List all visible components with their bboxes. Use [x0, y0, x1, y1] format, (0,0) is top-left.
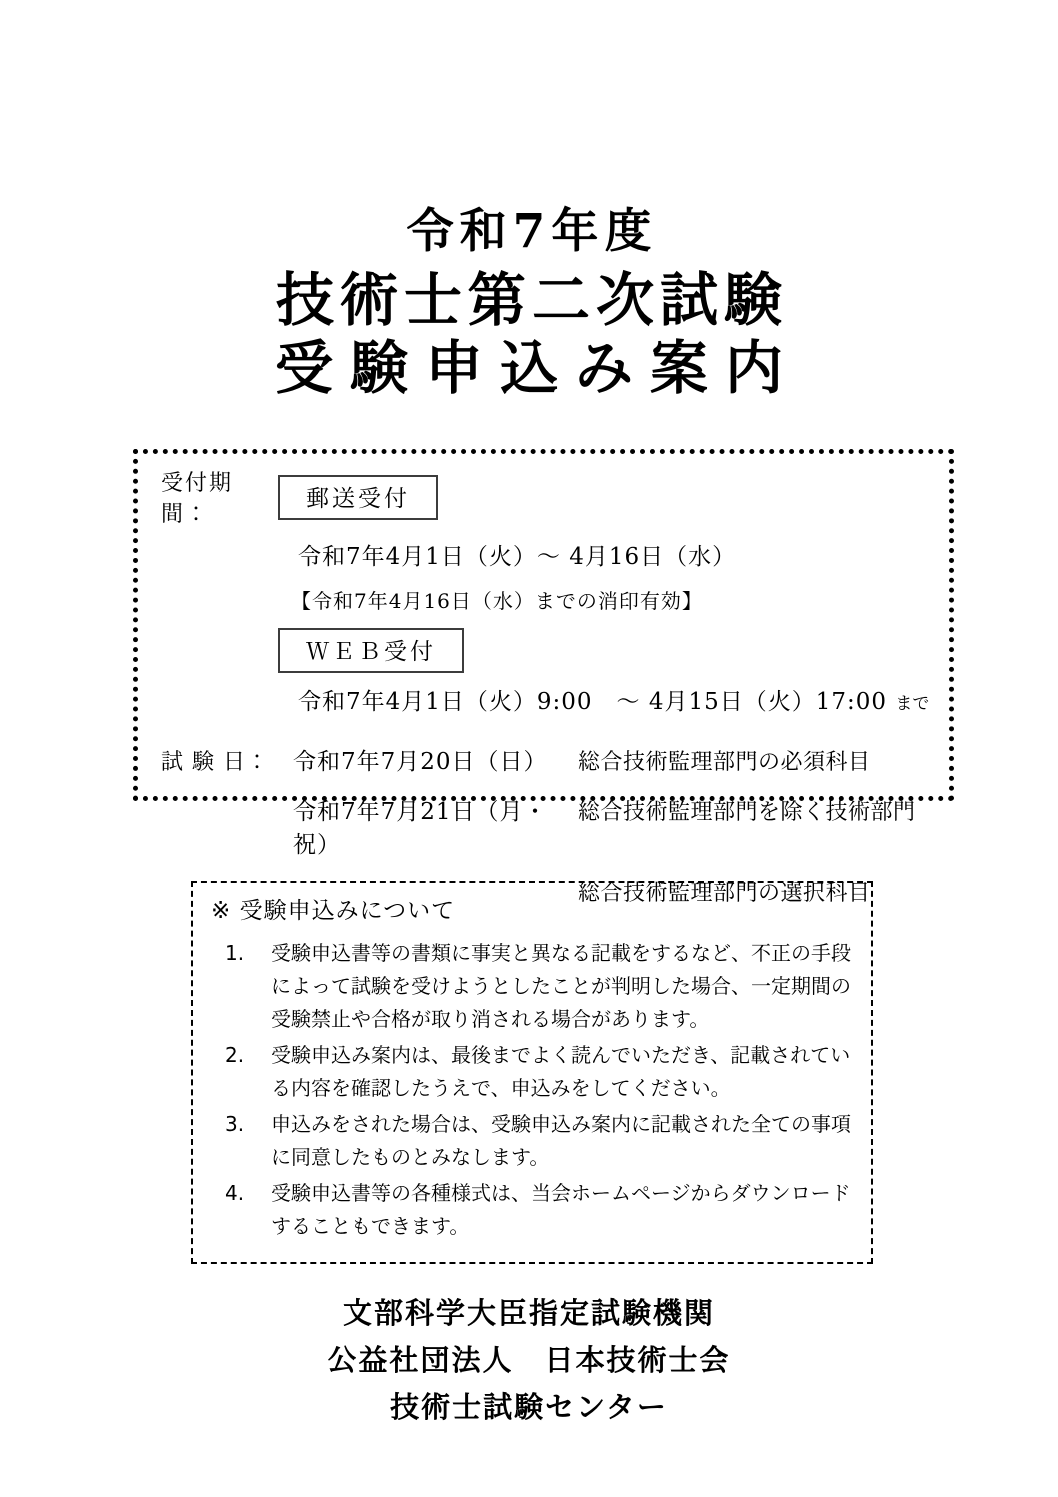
notice-item-number: 1.: [225, 941, 245, 965]
notice-item-text: 受験申込書等の各種様式は、当会ホームページからダウンロードすることもできます。: [271, 1181, 851, 1238]
reception-period-row: [161, 466, 949, 528]
postal-reception-tag: 郵送受付: [278, 475, 438, 520]
issuer-exam-center: 技術士試験センター: [390, 1390, 668, 1424]
exam-date-label: 試 験 日：: [161, 750, 269, 775]
notice-item: [209, 937, 855, 1036]
exam-date-row: [161, 793, 949, 859]
exam-subject: 総合技術監理部門の必須科目: [578, 750, 871, 775]
notice-heading: ※ 受験申込みについて: [211, 898, 456, 924]
title-doc-type: 受験申込み案内: [274, 334, 800, 402]
postal-period-text: 令和7年4月1日（火）～ 4月16日（水）: [298, 544, 737, 570]
reception-period-label: 受付期間：: [161, 471, 234, 527]
title-exam-name: 技術士第二次試験: [275, 266, 788, 334]
issuer-block: [0, 1290, 1058, 1431]
notice-item: [209, 1039, 855, 1105]
issuer-organization: 公益社団法人 日本技術士会: [327, 1343, 731, 1377]
exam-subject: 総合技術監理部門の選択科目: [578, 881, 871, 906]
web-period-text: [298, 683, 949, 716]
title-fiscal-year: 令和7年度: [406, 204, 658, 259]
web-reception-tag: ＷＥＢ受付: [278, 628, 464, 673]
notice-item-text: 申込みをされた場合は、受験申込み案内に記載された全ての事項に同意したものとみなします。: [271, 1112, 851, 1169]
notice-item: [209, 1108, 855, 1174]
web-period-suffix: まで: [895, 694, 930, 714]
exam-subject: 総合技術監理部門を除く技術部門: [578, 800, 916, 825]
notice-item: [209, 1177, 855, 1243]
notice-item-text: 受験申込み案内は、最後までよく読んでいただき、記載されている内容を確認したうえで、申込みをしてください。: [271, 1043, 851, 1100]
notice-box: [191, 881, 873, 1264]
web-period-main: 令和7年4月1日（火）9:00 ～ 4月15日（火）17:00: [298, 689, 888, 715]
issuer-designation: 文部科学大臣指定試験機関: [342, 1296, 715, 1330]
notice-item-text: 受験申込書等の書類に事実と異なる記載をするなど、不正の手段によって試験を受けようとしたことが判明した場合、一定期間の受験禁止や合格が取り消される場合があります。: [271, 941, 851, 1031]
title-block: [0, 0, 1058, 400]
postmark-validity-note: 【令和7年4月16日（水）までの消印有効】: [291, 589, 703, 613]
web-reception-row: [278, 628, 949, 673]
exam-date-row: [161, 743, 949, 776]
exam-date: 令和7年7月21日（月・祝）: [293, 799, 548, 858]
notice-item-number: 2.: [225, 1043, 245, 1067]
application-period-box: [133, 449, 954, 906]
notice-item-number: 4.: [225, 1181, 245, 1205]
exam-date: 令和7年7月20日（日）: [293, 749, 548, 775]
notice-item-number: 3.: [225, 1112, 245, 1136]
